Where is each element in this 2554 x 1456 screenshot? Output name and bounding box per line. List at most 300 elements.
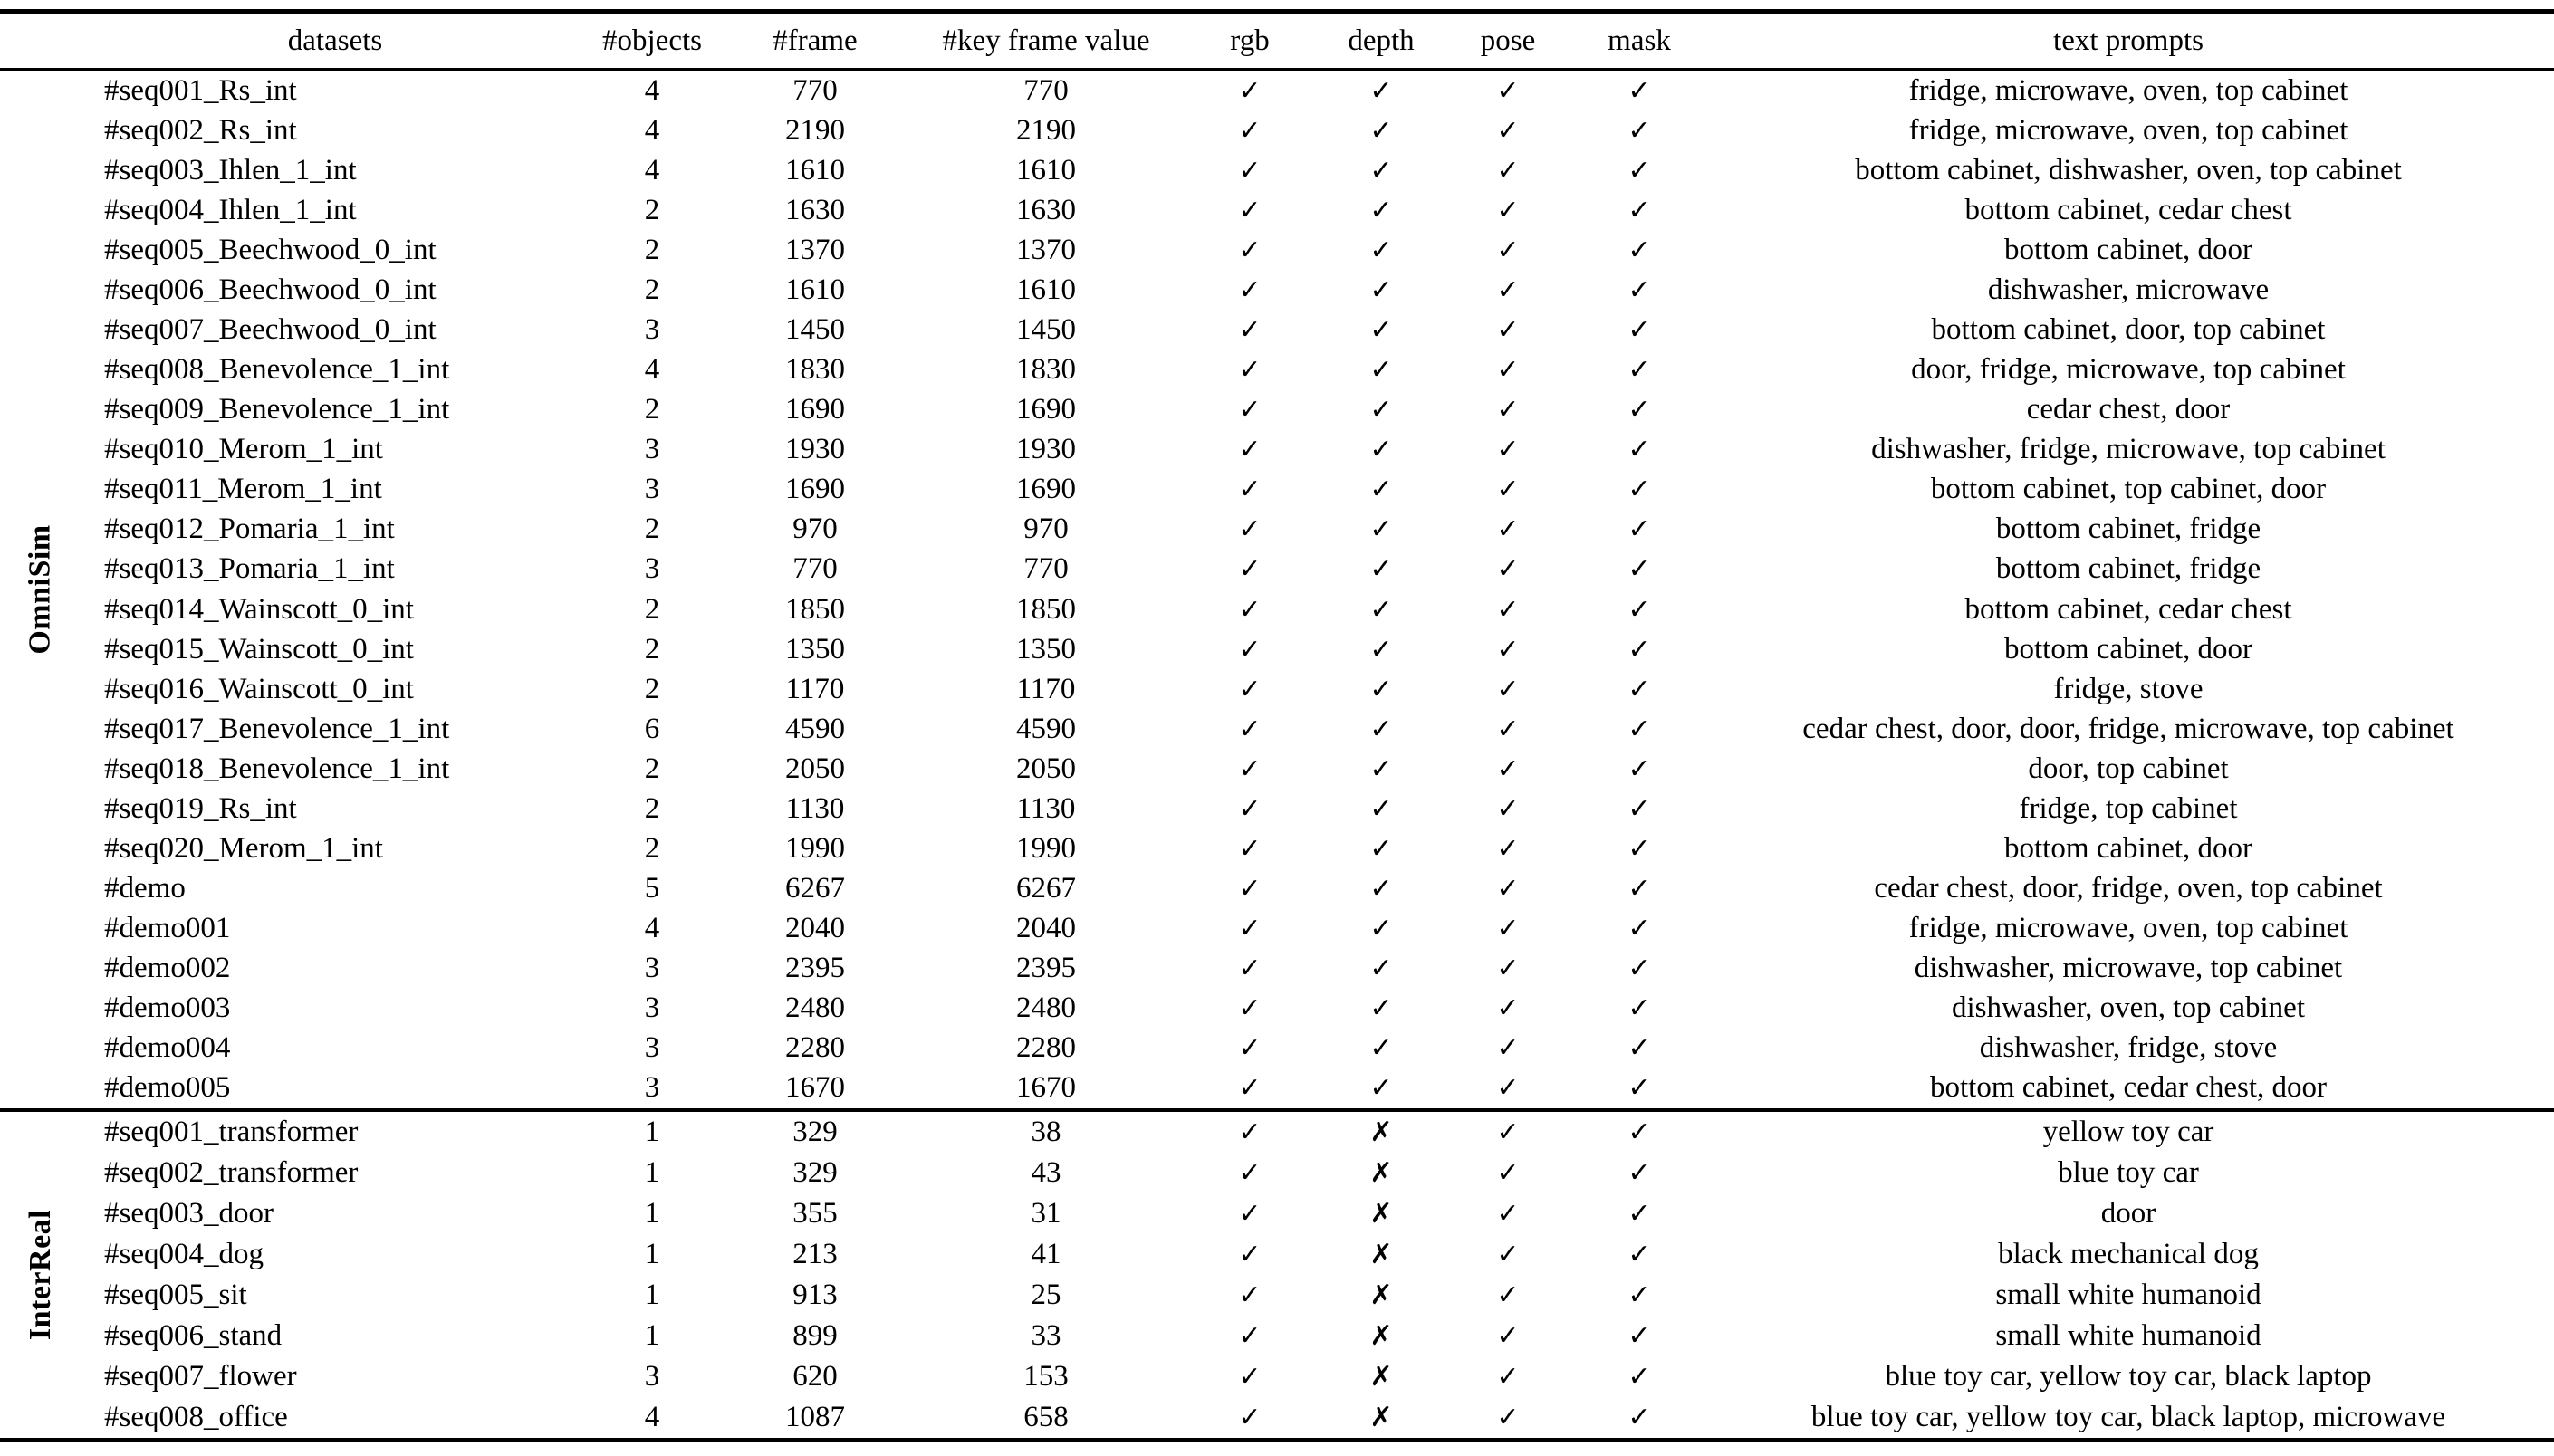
key-frame-value-cell: 1610: [1016, 153, 1076, 187]
rgb-mark-cell: ✓: [1238, 752, 1262, 785]
column-header-depth: depth: [1348, 24, 1415, 57]
mask-mark-cell: ✓: [1627, 913, 1651, 945]
rgb-mark-cell: ✓: [1238, 194, 1262, 226]
text-prompts-cell: dishwasher, microwave, top cabinet: [1914, 952, 2343, 985]
key-frame-value-cell: 6267: [1016, 872, 1076, 905]
pose-mark-cell: ✓: [1496, 1116, 1520, 1148]
frame-count-cell: 329: [792, 1156, 838, 1189]
objects-count-cell: 3: [644, 991, 660, 1025]
depth-mark-cell: ✓: [1369, 873, 1393, 905]
rgb-mark-cell: ✓: [1238, 593, 1262, 626]
frame-count-cell: 1610: [785, 153, 845, 187]
rgb-mark-cell: ✓: [1238, 74, 1262, 107]
frame-count-cell: 2050: [785, 752, 845, 785]
rgb-mark-cell: ✓: [1238, 1320, 1262, 1352]
dataset-name-cell: #seq005_sit: [104, 1279, 247, 1311]
objects-count-cell: 2: [644, 632, 660, 666]
table-row: [0, 430, 2554, 470]
rgb-mark-cell: ✓: [1238, 1032, 1262, 1065]
text-prompts-cell: blue toy car, yellow toy car, black laptop: [1885, 1360, 2372, 1393]
text-prompts-cell: dishwasher, microwave: [1987, 273, 2270, 306]
key-frame-value-cell: 2395: [1016, 952, 1076, 985]
depth-mark-cell: ✓: [1369, 513, 1393, 546]
pose-mark-cell: ✓: [1496, 1361, 1520, 1393]
mask-mark-cell: ✓: [1627, 1198, 1651, 1230]
rgb-mark-cell: ✓: [1238, 273, 1262, 306]
dataset-name-cell: #demo: [104, 872, 186, 905]
depth-mark-cell: ✓: [1369, 792, 1393, 825]
objects-count-cell: 1: [644, 1279, 660, 1311]
mask-mark-cell: ✓: [1627, 1320, 1651, 1352]
text-prompts-cell: fridge, microwave, oven, top cabinet: [1908, 113, 2348, 147]
pose-mark-cell: ✓: [1496, 394, 1520, 426]
table-row: [0, 470, 2554, 510]
frame-count-cell: 213: [792, 1238, 838, 1270]
text-prompts-cell: fridge, microwave, oven, top cabinet: [1908, 912, 2348, 945]
dataset-name-cell: #seq001_transformer: [104, 1116, 359, 1148]
pose-mark-cell: ✓: [1496, 234, 1520, 266]
objects-count-cell: 1: [644, 1197, 660, 1230]
mask-mark-cell: ✓: [1627, 752, 1651, 785]
dataset-name-cell: #seq002_Rs_int: [104, 113, 297, 147]
mask-mark-cell: ✓: [1627, 1157, 1651, 1189]
text-prompts-cell: cedar chest, door, door, fridge, microwave, top cabinet: [1802, 712, 2454, 745]
text-prompts-cell: bottom cabinet, cedar chest: [1964, 193, 2292, 226]
column-header-mask: mask: [1608, 24, 1671, 57]
rgb-mark-cell: ✓: [1238, 633, 1262, 666]
table-row: [0, 1112, 2554, 1153]
mask-mark-cell: ✓: [1627, 992, 1651, 1025]
depth-mark-cell: ✓: [1369, 913, 1393, 945]
depth-mark-cell: ✓: [1369, 394, 1393, 426]
objects-count-cell: 4: [644, 353, 660, 387]
dataset-name-cell: #demo004: [104, 1031, 231, 1065]
frame-count-cell: 1690: [785, 473, 845, 506]
depth-mark-cell: ✓: [1369, 992, 1393, 1025]
rgb-mark-cell: ✓: [1238, 792, 1262, 825]
objects-count-cell: 3: [644, 473, 660, 506]
depth-mark-cell: ✓: [1369, 593, 1393, 626]
rgb-mark-cell: ✓: [1238, 114, 1262, 147]
text-prompts-cell: cedar chest, door: [2026, 393, 2231, 426]
rgb-mark-cell: ✓: [1238, 1279, 1262, 1311]
depth-mark-cell: ✓: [1369, 354, 1393, 387]
table-row: [0, 350, 2554, 390]
frame-count-cell: 1830: [785, 353, 845, 387]
text-prompts-cell: bottom cabinet, door: [2003, 832, 2253, 866]
table-row: [0, 829, 2554, 868]
interreal-rows: [0, 1112, 2554, 1438]
mask-mark-cell: ✓: [1627, 1116, 1651, 1148]
dataset-name-cell: #seq008_Benevolence_1_int: [104, 353, 450, 387]
rgb-mark-cell: ✓: [1238, 314, 1262, 346]
mask-mark-cell: ✓: [1627, 74, 1651, 107]
pose-mark-cell: ✓: [1496, 1402, 1520, 1433]
depth-mark-cell: ✗: [1369, 1239, 1393, 1270]
objects-count-cell: 3: [644, 1360, 660, 1393]
objects-count-cell: 2: [644, 273, 660, 306]
pose-mark-cell: ✓: [1496, 474, 1520, 506]
key-frame-value-cell: 2040: [1016, 912, 1076, 945]
dataset-name-cell: #seq004_Ihlen_1_int: [104, 193, 357, 226]
table-row: [0, 869, 2554, 909]
text-prompts-cell: bottom cabinet, cedar chest, door: [1929, 1071, 2327, 1105]
depth-mark-cell: ✓: [1369, 1072, 1393, 1105]
pose-mark-cell: ✓: [1496, 553, 1520, 586]
key-frame-value-cell: 1690: [1016, 473, 1076, 506]
mask-mark-cell: ✓: [1627, 1032, 1651, 1065]
text-prompts-cell: dishwasher, fridge, microwave, top cabinet: [1871, 433, 2386, 466]
depth-mark-cell: ✓: [1369, 474, 1393, 506]
dataset-name-cell: #seq016_Wainscott_0_int: [104, 672, 414, 705]
rgb-mark-cell: ✓: [1238, 394, 1262, 426]
text-prompts-cell: cedar chest, door, fridge, oven, top cabinet: [1874, 872, 2383, 905]
dataset-name-cell: #seq003_door: [104, 1197, 274, 1230]
mask-mark-cell: ✓: [1627, 593, 1651, 626]
pose-mark-cell: ✓: [1496, 154, 1520, 187]
key-frame-value-cell: 658: [1023, 1401, 1069, 1433]
pose-mark-cell: ✓: [1496, 593, 1520, 626]
mask-mark-cell: ✓: [1627, 673, 1651, 705]
key-frame-value-cell: 2050: [1016, 752, 1076, 785]
key-frame-value-cell: 1630: [1016, 193, 1076, 226]
dataset-name-cell: #seq006_stand: [104, 1319, 283, 1352]
column-header-rgb: rgb: [1230, 24, 1270, 57]
dataset-name-cell: #seq015_Wainscott_0_int: [104, 632, 414, 666]
frame-count-cell: 899: [792, 1319, 838, 1352]
table-row: [0, 270, 2554, 310]
objects-count-cell: 4: [644, 1401, 660, 1433]
mask-mark-cell: ✓: [1627, 273, 1651, 306]
key-frame-value-cell: 1610: [1016, 273, 1076, 306]
objects-count-cell: 6: [644, 712, 660, 745]
dataset-name-cell: #seq003_Ihlen_1_int: [104, 153, 357, 187]
column-header-pose: pose: [1480, 24, 1536, 57]
depth-mark-cell: ✗: [1369, 1116, 1393, 1148]
pose-mark-cell: ✓: [1496, 992, 1520, 1025]
mask-mark-cell: ✓: [1627, 394, 1651, 426]
depth-mark-cell: ✓: [1369, 434, 1393, 466]
objects-count-cell: 5: [644, 872, 660, 905]
table-row: [0, 1029, 2554, 1068]
depth-mark-cell: ✓: [1369, 633, 1393, 666]
frame-count-cell: 770: [792, 73, 838, 107]
frame-count-cell: 6267: [785, 872, 845, 905]
key-frame-value-cell: 1130: [1016, 791, 1076, 825]
mask-mark-cell: ✓: [1627, 1361, 1651, 1393]
column-header-key-frame-value: #key frame value: [942, 24, 1150, 57]
mask-mark-cell: ✓: [1627, 833, 1651, 866]
objects-count-cell: 2: [644, 512, 660, 546]
key-frame-value-cell: 1930: [1016, 433, 1076, 466]
mask-mark-cell: ✓: [1627, 1402, 1651, 1433]
dataset-name-cell: #seq006_Beechwood_0_int: [104, 273, 437, 306]
rgb-mark-cell: ✓: [1238, 713, 1262, 745]
depth-mark-cell: ✓: [1369, 752, 1393, 785]
objects-count-cell: 2: [644, 233, 660, 266]
key-frame-value-cell: 1370: [1016, 233, 1076, 266]
pose-mark-cell: ✓: [1496, 713, 1520, 745]
table-row: [0, 1153, 2554, 1193]
pose-mark-cell: ✓: [1496, 953, 1520, 985]
depth-mark-cell: ✓: [1369, 314, 1393, 346]
depth-mark-cell: ✗: [1369, 1198, 1393, 1230]
rgb-mark-cell: ✓: [1238, 992, 1262, 1025]
key-frame-value-cell: 38: [1031, 1116, 1061, 1148]
pose-mark-cell: ✓: [1496, 1198, 1520, 1230]
table-row: [0, 629, 2554, 669]
mask-mark-cell: ✓: [1627, 1239, 1651, 1270]
key-frame-value-cell: 970: [1023, 512, 1069, 546]
key-frame-value-cell: 33: [1031, 1319, 1061, 1352]
dataset-name-cell: #seq009_Benevolence_1_int: [104, 393, 450, 426]
frame-count-cell: 2190: [785, 113, 845, 147]
pose-mark-cell: ✓: [1496, 752, 1520, 785]
text-prompts-cell: bottom cabinet, door, top cabinet: [1931, 313, 2326, 346]
frame-count-cell: 2480: [785, 991, 845, 1025]
objects-count-cell: 3: [644, 433, 660, 466]
table-bottom-rule: [0, 1438, 2554, 1442]
mask-mark-cell: ✓: [1627, 953, 1651, 985]
group-label-interreal-text: InterReal: [24, 1209, 57, 1341]
column-header-datasets: datasets: [287, 24, 383, 57]
frame-count-cell: 4590: [785, 712, 845, 745]
depth-mark-cell: ✗: [1369, 1320, 1393, 1352]
key-frame-value-cell: 1850: [1016, 592, 1076, 626]
table-row: [0, 669, 2554, 709]
objects-count-cell: 3: [644, 952, 660, 985]
key-frame-value-cell: 1450: [1016, 313, 1076, 346]
mask-mark-cell: ✓: [1627, 792, 1651, 825]
depth-mark-cell: ✓: [1369, 74, 1393, 107]
table-row: [0, 909, 2554, 949]
depth-mark-cell: ✓: [1369, 673, 1393, 705]
frame-count-cell: 1850: [785, 592, 845, 626]
text-prompts-cell: bottom cabinet, door: [2003, 632, 2253, 666]
table-row: [0, 310, 2554, 350]
text-prompts-cell: bottom cabinet, cedar chest: [1964, 592, 2292, 626]
pose-mark-cell: ✓: [1496, 913, 1520, 945]
frame-count-cell: 1670: [785, 1071, 845, 1105]
frame-count-cell: 1630: [785, 193, 845, 226]
pose-mark-cell: ✓: [1496, 633, 1520, 666]
rgb-mark-cell: ✓: [1238, 1239, 1262, 1270]
table-row: [0, 190, 2554, 230]
frame-count-cell: 1370: [785, 233, 845, 266]
frame-count-cell: 1930: [785, 433, 845, 466]
table-row: [0, 230, 2554, 270]
dataset-name-cell: #seq007_Beechwood_0_int: [104, 313, 437, 346]
mask-mark-cell: ✓: [1627, 354, 1651, 387]
pose-mark-cell: ✓: [1496, 513, 1520, 546]
rgb-mark-cell: ✓: [1238, 913, 1262, 945]
objects-count-cell: 2: [644, 592, 660, 626]
depth-mark-cell: ✓: [1369, 234, 1393, 266]
frame-count-cell: 770: [792, 552, 838, 586]
key-frame-value-cell: 2280: [1016, 1031, 1076, 1065]
text-prompts-cell: door, top cabinet: [2028, 752, 2229, 785]
text-prompts-cell: yellow toy car: [2042, 1116, 2214, 1148]
rgb-mark-cell: ✓: [1238, 1198, 1262, 1230]
pose-mark-cell: ✓: [1496, 1320, 1520, 1352]
text-prompts-cell: blue toy car, yellow toy car, black laptop, microwave: [1810, 1401, 2446, 1433]
table-row: [0, 1193, 2554, 1234]
table-row: [0, 510, 2554, 550]
text-prompts-cell: dishwasher, fridge, stove: [1979, 1031, 2278, 1065]
frame-count-cell: 1990: [785, 832, 845, 866]
dataset-name-cell: #seq001_Rs_int: [104, 73, 297, 107]
mask-mark-cell: ✓: [1627, 553, 1651, 586]
dataset-name-cell: #seq012_Pomaria_1_int: [104, 512, 395, 546]
key-frame-value-cell: 41: [1031, 1238, 1061, 1270]
depth-mark-cell: ✗: [1369, 1361, 1393, 1393]
objects-count-cell: 4: [644, 912, 660, 945]
text-prompts-cell: black mechanical dog: [1998, 1238, 2259, 1270]
dataset-name-cell: #seq011_Merom_1_int: [104, 473, 382, 506]
pose-mark-cell: ✓: [1496, 273, 1520, 306]
frame-count-cell: 1350: [785, 632, 845, 666]
pose-mark-cell: ✓: [1496, 673, 1520, 705]
pose-mark-cell: ✓: [1496, 1032, 1520, 1065]
objects-count-cell: 3: [644, 1071, 660, 1105]
text-prompts-cell: blue toy car: [2058, 1156, 2199, 1189]
pose-mark-cell: ✓: [1496, 873, 1520, 905]
dataset-name-cell: #seq014_Wainscott_0_int: [104, 592, 414, 626]
rgb-mark-cell: ✓: [1238, 673, 1262, 705]
objects-count-cell: 2: [644, 193, 660, 226]
rgb-mark-cell: ✓: [1238, 833, 1262, 866]
mask-mark-cell: ✓: [1627, 474, 1651, 506]
pose-mark-cell: ✓: [1496, 74, 1520, 107]
table-row: [0, 949, 2554, 989]
key-frame-value-cell: 770: [1023, 552, 1069, 586]
pose-mark-cell: ✓: [1496, 194, 1520, 226]
table-row: [0, 749, 2554, 789]
depth-mark-cell: ✓: [1369, 553, 1393, 586]
table-row: [0, 550, 2554, 589]
depth-mark-cell: ✓: [1369, 1032, 1393, 1065]
key-frame-value-cell: 1830: [1016, 353, 1076, 387]
dataset-name-cell: #demo003: [104, 991, 231, 1025]
key-frame-value-cell: 43: [1031, 1156, 1061, 1189]
dataset-name-cell: #seq002_transformer: [104, 1156, 359, 1189]
table-row: [0, 1316, 2554, 1356]
table-row: [0, 71, 2554, 110]
key-frame-value-cell: 1990: [1016, 832, 1076, 866]
key-frame-value-cell: 2480: [1016, 991, 1076, 1025]
pose-mark-cell: ✓: [1496, 314, 1520, 346]
objects-count-cell: 1: [644, 1319, 660, 1352]
rgb-mark-cell: ✓: [1238, 154, 1262, 187]
objects-count-cell: 4: [644, 73, 660, 107]
frame-count-cell: 1170: [785, 672, 845, 705]
objects-count-cell: 2: [644, 393, 660, 426]
text-prompts-cell: fridge, top cabinet: [2019, 791, 2238, 825]
key-frame-value-cell: 25: [1031, 1279, 1061, 1311]
key-frame-value-cell: 1670: [1016, 1071, 1076, 1105]
objects-count-cell: 1: [644, 1238, 660, 1270]
rgb-mark-cell: ✓: [1238, 873, 1262, 905]
key-frame-value-cell: 2190: [1016, 113, 1076, 147]
rgb-mark-cell: ✓: [1238, 553, 1262, 586]
objects-count-cell: 4: [644, 153, 660, 187]
key-frame-value-cell: 153: [1023, 1360, 1069, 1393]
mask-mark-cell: ✓: [1627, 154, 1651, 187]
rgb-mark-cell: ✓: [1238, 1157, 1262, 1189]
depth-mark-cell: ✗: [1369, 1279, 1393, 1311]
objects-count-cell: 3: [644, 1031, 660, 1065]
text-prompts-cell: door, fridge, microwave, top cabinet: [1911, 353, 2346, 387]
rgb-mark-cell: ✓: [1238, 1402, 1262, 1433]
pose-mark-cell: ✓: [1496, 434, 1520, 466]
dataset-name-cell: #seq020_Merom_1_int: [104, 832, 383, 866]
table-row: [0, 390, 2554, 430]
objects-count-cell: 2: [644, 791, 660, 825]
dataset-name-cell: #seq005_Beechwood_0_int: [104, 233, 437, 266]
key-frame-value-cell: 31: [1031, 1197, 1061, 1230]
depth-mark-cell: ✗: [1369, 1402, 1393, 1433]
objects-count-cell: 1: [644, 1156, 660, 1189]
pose-mark-cell: ✓: [1496, 1279, 1520, 1311]
dataset-name-cell: #demo001: [104, 912, 231, 945]
rgb-mark-cell: ✓: [1238, 1361, 1262, 1393]
pose-mark-cell: ✓: [1496, 354, 1520, 387]
table-row: [0, 1234, 2554, 1275]
table-row: [0, 150, 2554, 190]
dataset-name-cell: #seq004_dog: [104, 1238, 264, 1270]
objects-count-cell: 1: [644, 1116, 660, 1148]
pose-mark-cell: ✓: [1496, 1239, 1520, 1270]
table-row: [0, 989, 2554, 1029]
mask-mark-cell: ✓: [1627, 314, 1651, 346]
rgb-mark-cell: ✓: [1238, 354, 1262, 387]
table-row: [0, 1275, 2554, 1316]
depth-mark-cell: ✗: [1369, 1157, 1393, 1189]
dataset-name-cell: #seq019_Rs_int: [104, 791, 297, 825]
frame-count-cell: 355: [792, 1197, 838, 1230]
text-prompts-cell: bottom cabinet, fridge: [1995, 512, 2261, 546]
depth-mark-cell: ✓: [1369, 953, 1393, 985]
group-label-omnisim-text: OmniSim: [24, 524, 57, 655]
key-frame-value-cell: 770: [1023, 73, 1069, 107]
rgb-mark-cell: ✓: [1238, 234, 1262, 266]
objects-count-cell: 3: [644, 552, 660, 586]
text-prompts-cell: fridge, microwave, oven, top cabinet: [1908, 73, 2348, 107]
dataset-name-cell: #seq017_Benevolence_1_int: [104, 712, 450, 745]
table-row: [0, 1356, 2554, 1397]
pose-mark-cell: ✓: [1496, 1157, 1520, 1189]
mask-mark-cell: ✓: [1627, 713, 1651, 745]
table-row: [0, 709, 2554, 749]
objects-count-cell: 2: [644, 832, 660, 866]
pose-mark-cell: ✓: [1496, 792, 1520, 825]
frame-count-cell: 913: [792, 1279, 838, 1311]
text-prompts-cell: dishwasher, oven, top cabinet: [1952, 991, 2305, 1025]
dataset-name-cell: #demo005: [104, 1071, 231, 1105]
frame-count-cell: 620: [792, 1360, 838, 1393]
mask-mark-cell: ✓: [1627, 1279, 1651, 1311]
frame-count-cell: 970: [792, 512, 838, 546]
dataset-name-cell: #seq018_Benevolence_1_int: [104, 752, 450, 785]
depth-mark-cell: ✓: [1369, 833, 1393, 866]
rgb-mark-cell: ✓: [1238, 513, 1262, 546]
column-header-text-prompts: text prompts: [2053, 24, 2204, 57]
rgb-mark-cell: ✓: [1238, 474, 1262, 506]
dataset-name-cell: #seq010_Merom_1_int: [104, 433, 383, 466]
mask-mark-cell: ✓: [1627, 1072, 1651, 1105]
text-prompts-cell: fridge, stove: [2053, 672, 2204, 705]
text-prompts-cell: door: [2100, 1197, 2156, 1230]
